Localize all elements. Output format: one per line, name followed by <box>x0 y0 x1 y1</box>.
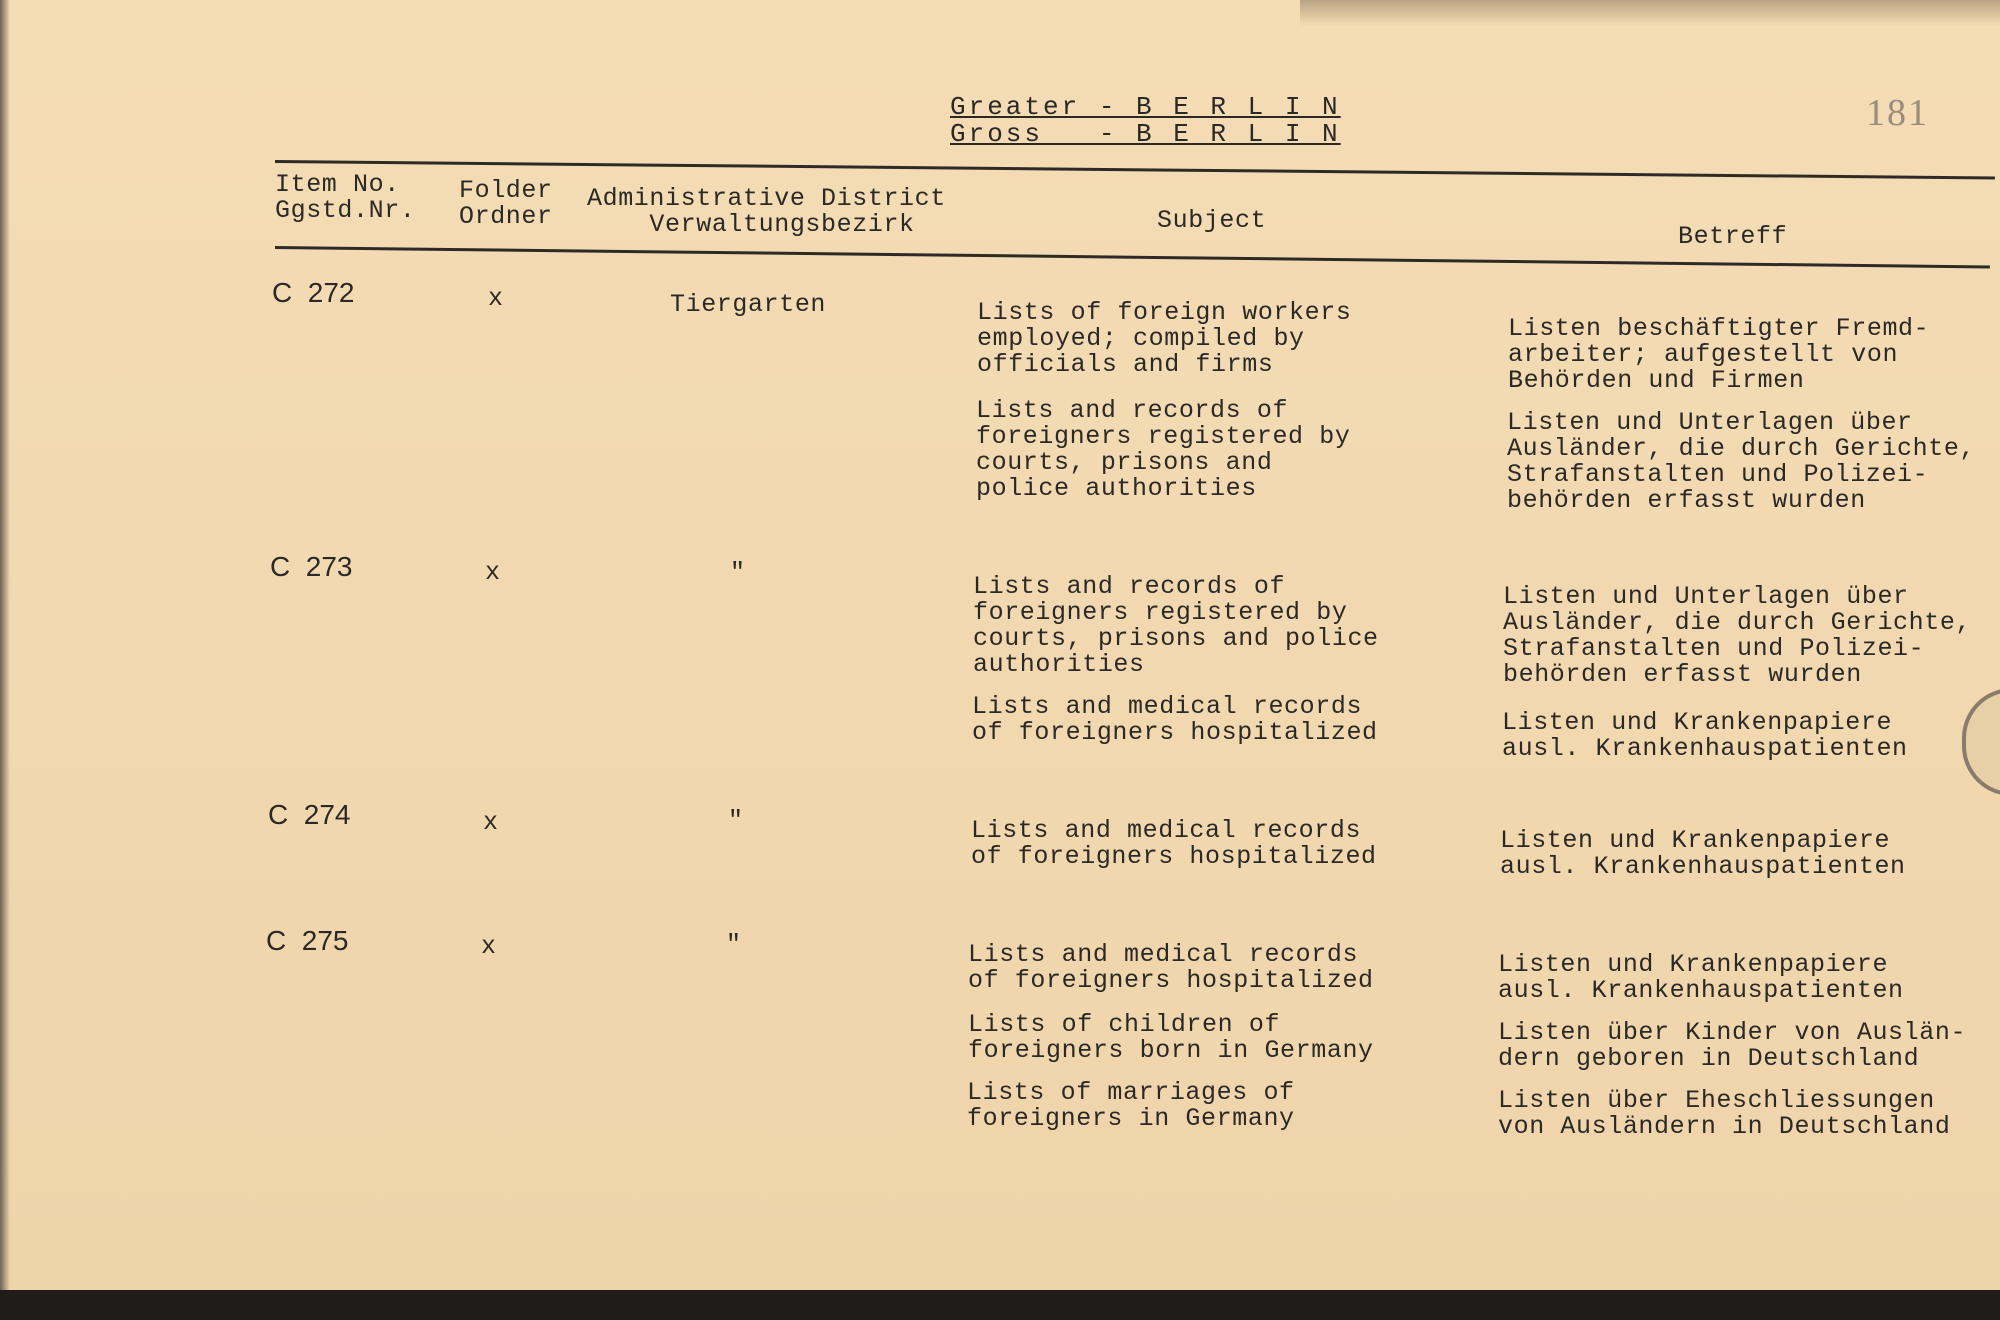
ditto-mark: " <box>726 930 742 959</box>
subject-entry: Lists and records of foreigners registered by courts, prisons and police authorities <box>973 572 1379 679</box>
column-header-betreff: Betreff <box>1678 222 1788 251</box>
column-header-item-no: Item No. Ggstd.Nr. <box>275 170 416 225</box>
item-number: C 272 <box>272 277 355 308</box>
column-header-subject: Subject <box>1157 206 1267 235</box>
title-english: Greater - B E R L I N <box>950 92 1341 122</box>
betreff-entry: Listen beschäftigter Fremd- arbeiter; aufgestellt von Behörden und Firmen <box>1508 314 1930 395</box>
betreff-entry: Listen über Kinder von Auslän- dern geboren in Deutschland <box>1498 1018 1967 1073</box>
subject-entry: Lists of marriages of foreigners in Germany <box>967 1078 1295 1133</box>
folder-tab <box>1962 688 2000 796</box>
betreff-entry: Listen und Unterlagen über Ausländer, die durch Gerichte, Strafanstalten und Polizei- behörden erfasst wurden <box>1507 408 1976 515</box>
page-binding-edge <box>0 0 10 1290</box>
ditto-mark: " <box>728 806 744 835</box>
folder-mark: x <box>488 284 504 313</box>
item-number: C 274 <box>268 799 351 830</box>
betreff-entry: Listen und Krankenpapiere ausl. Krankenhauspatienten <box>1502 708 1908 763</box>
subject-entry: Lists and medical records of foreigners hospitalized <box>972 692 1378 747</box>
item-number: C 273 <box>270 551 353 582</box>
page-stack-edge <box>1300 0 2000 26</box>
title-german: Gross - B E R L I N <box>950 119 1341 149</box>
column-header-district: Administrative District Verwaltungsbezirk <box>587 184 946 239</box>
column-header-folder: Folder Ordner <box>459 176 553 231</box>
folder-mark: x <box>483 808 499 837</box>
folder-mark: x <box>485 558 501 587</box>
betreff-entry: Listen und Unterlagen über Ausländer, die durch Gerichte, Strafanstalten und Polizei- behörden erfasst wurden <box>1503 582 1972 689</box>
subject-entry: Lists and records of foreigners registered by courts, prisons and police authorities <box>976 396 1351 503</box>
betreff-entry: Listen über Eheschliessungen von Ausländern in Deutschland <box>1498 1086 1951 1141</box>
ditto-mark: " <box>730 558 746 587</box>
subject-entry: Lists of foreign workers employed; compiled by officials and firms <box>977 298 1352 379</box>
subject-entry: Lists of children of foreigners born in Germany <box>968 1010 1374 1065</box>
scanner-background <box>0 1290 2000 1320</box>
district-name: Tiergarten <box>670 290 827 319</box>
item-number: C 275 <box>266 925 349 956</box>
betreff-entry: Listen und Krankenpapiere ausl. Krankenhauspatienten <box>1500 826 1906 881</box>
page-number: 181 <box>1866 92 1929 134</box>
subject-entry: Lists and medical records of foreigners hospitalized <box>971 816 1377 871</box>
betreff-entry: Listen und Krankenpapiere ausl. Krankenhauspatienten <box>1498 950 1904 1005</box>
subject-entry: Lists and medical records of foreigners hospitalized <box>968 940 1374 995</box>
folder-mark: x <box>481 932 497 961</box>
